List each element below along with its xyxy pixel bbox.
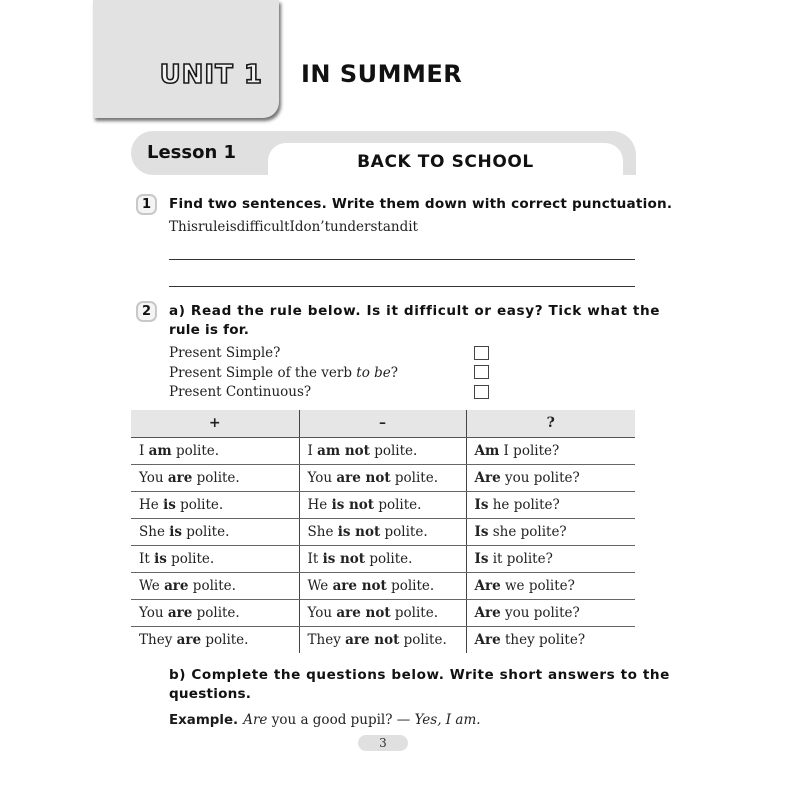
checkbox-present-simple-to-be[interactable] bbox=[474, 365, 489, 379]
cell-affirmative bbox=[131, 626, 299, 653]
cell-verb-bold: are bbox=[167, 469, 193, 486]
cell-text: polite. bbox=[201, 631, 249, 648]
table-row bbox=[131, 437, 635, 464]
unit-title: IN SUMMER bbox=[301, 60, 463, 88]
option-present-simple-to-be bbox=[169, 365, 398, 381]
cell-verb-bold: am bbox=[148, 442, 172, 459]
cell-text: polite. bbox=[192, 604, 240, 621]
cell-verb-bold: am not bbox=[317, 442, 370, 459]
header-question: ? bbox=[466, 410, 635, 437]
cell-question bbox=[466, 626, 635, 653]
cell-text: I bbox=[139, 442, 149, 459]
cell-verb-bold: are bbox=[176, 631, 202, 648]
cell-affirmative bbox=[131, 518, 299, 545]
cell-text: he polite? bbox=[488, 496, 560, 513]
exercise-2b-instruction-line2: questions. bbox=[169, 686, 252, 702]
cell-negative bbox=[299, 518, 466, 545]
cell-verb-bold: is not bbox=[337, 523, 381, 540]
cell-verb-bold: is not bbox=[331, 496, 375, 513]
cell-text: they polite? bbox=[500, 631, 586, 648]
exercise-2b-instruction-line1: b) Complete the questions below. Write short answers to the bbox=[169, 667, 670, 683]
cell-verb-bold: Is bbox=[474, 523, 489, 540]
cell-affirmative bbox=[131, 599, 299, 626]
cell-text: She bbox=[307, 523, 338, 540]
cell-verb-bold: is not bbox=[322, 550, 366, 567]
cell-text: polite. bbox=[369, 442, 418, 459]
cell-text: I polite? bbox=[499, 442, 560, 459]
cell-affirmative bbox=[131, 464, 299, 491]
example-label: Example. bbox=[169, 713, 239, 728]
cell-question bbox=[466, 437, 635, 464]
cell-text: you polite? bbox=[500, 469, 580, 486]
lesson-label: Lesson 1 bbox=[147, 142, 237, 163]
cell-verb-bold: Are bbox=[474, 631, 501, 648]
cell-text: we polite? bbox=[500, 577, 575, 594]
example-answer: Yes, I am. bbox=[414, 712, 481, 728]
cell-question bbox=[466, 464, 635, 491]
cell-verb-bold: Is bbox=[474, 496, 489, 513]
cell-text: It bbox=[139, 550, 155, 567]
cell-question bbox=[466, 518, 635, 545]
cell-verb-bold: Are bbox=[474, 604, 501, 621]
cell-verb-bold: Are bbox=[474, 577, 501, 594]
exercise-2a-instruction-line1: a) Read the rule below. Is it difficult or easy? Tick what the bbox=[169, 303, 661, 319]
cell-question bbox=[466, 491, 635, 518]
answer-line-1[interactable] bbox=[169, 259, 635, 260]
cell-negative bbox=[299, 491, 466, 518]
cell-text: He bbox=[139, 496, 164, 513]
lesson-title: BACK TO SCHOOL bbox=[357, 152, 534, 172]
cell-text: polite. bbox=[171, 442, 220, 459]
option-label: Present Continuous? bbox=[169, 384, 312, 400]
checkbox-present-simple[interactable] bbox=[474, 346, 489, 360]
cell-verb-bold: are not bbox=[336, 469, 391, 486]
cell-verb-bold: Is bbox=[474, 550, 489, 567]
page-number: 3 bbox=[358, 735, 408, 751]
option-label: Present Simple of the verb bbox=[169, 365, 357, 381]
cell-verb-bold: are bbox=[167, 604, 193, 621]
cell-text: polite. bbox=[374, 496, 422, 513]
option-present-simple bbox=[169, 345, 280, 361]
cell-text: He bbox=[307, 496, 332, 513]
cell-text: she polite? bbox=[488, 523, 567, 540]
table-row bbox=[131, 626, 635, 653]
example-italic-are: Are bbox=[243, 712, 268, 728]
table-row bbox=[131, 491, 635, 518]
table-row bbox=[131, 599, 635, 626]
example-question: you a good pupil? — bbox=[267, 712, 415, 728]
cell-text: They bbox=[139, 631, 177, 648]
cell-text: polite. bbox=[181, 523, 230, 540]
exercise-1-instruction: Find two sentences. Write them down with correct punctuation. bbox=[169, 196, 673, 212]
cell-verb-bold: is bbox=[154, 550, 167, 567]
cell-affirmative bbox=[131, 572, 299, 599]
cell-negative bbox=[299, 626, 466, 653]
cell-verb-bold: is bbox=[169, 523, 182, 540]
answer-line-2[interactable] bbox=[169, 286, 635, 287]
header-affirmative: + bbox=[131, 410, 299, 437]
cell-verb-bold: are not bbox=[345, 631, 400, 648]
cell-text: you polite? bbox=[500, 604, 580, 621]
exercise-2b-example bbox=[169, 709, 481, 728]
cell-verb-bold: are bbox=[164, 577, 189, 594]
cell-negative bbox=[299, 572, 466, 599]
cell-question bbox=[466, 572, 635, 599]
cell-text: We bbox=[307, 577, 333, 594]
option-present-continuous bbox=[169, 384, 311, 400]
cell-verb-bold: is bbox=[163, 496, 176, 513]
cell-question bbox=[466, 545, 635, 572]
cell-negative bbox=[299, 464, 466, 491]
exercise-1-number-badge: 1 bbox=[136, 194, 157, 215]
cell-text: polite. bbox=[188, 577, 236, 594]
cell-text: polite. bbox=[390, 604, 438, 621]
cell-verb-bold: are not bbox=[332, 577, 387, 594]
cell-text: You bbox=[139, 604, 168, 621]
cell-text: polite. bbox=[192, 469, 240, 486]
table-row bbox=[131, 572, 635, 599]
table-row bbox=[131, 518, 635, 545]
header-negative: – bbox=[299, 410, 466, 437]
cell-text: polite. bbox=[399, 631, 447, 648]
cell-text: polite. bbox=[380, 523, 428, 540]
cell-text: It bbox=[307, 550, 323, 567]
cell-text: They bbox=[307, 631, 346, 648]
cell-verb-bold: Am bbox=[474, 442, 500, 459]
table-header-row bbox=[131, 410, 635, 437]
unit-label: UNIT 1 bbox=[159, 60, 263, 90]
cell-negative bbox=[299, 545, 466, 572]
cell-affirmative bbox=[131, 491, 299, 518]
cell-question bbox=[466, 599, 635, 626]
cell-text: polite. bbox=[365, 550, 413, 567]
option-label-suffix: ? bbox=[390, 365, 399, 381]
table-row bbox=[131, 545, 635, 572]
cell-text: I bbox=[307, 442, 318, 459]
cell-affirmative bbox=[131, 545, 299, 572]
exercise-2-number-badge: 2 bbox=[136, 301, 157, 322]
cell-text: polite. bbox=[390, 469, 438, 486]
cell-text: You bbox=[139, 469, 168, 486]
cell-text: You bbox=[307, 469, 337, 486]
cell-text: polite. bbox=[386, 577, 435, 594]
cell-verb-bold: Are bbox=[474, 469, 501, 486]
cell-text: We bbox=[139, 577, 165, 594]
exercise-1-text: ThisruleisdifficultIdon’tunderstandit bbox=[169, 219, 418, 235]
cell-text: polite. bbox=[166, 550, 215, 567]
table-row bbox=[131, 464, 635, 491]
unit-header-box bbox=[93, 0, 279, 118]
cell-affirmative bbox=[131, 437, 299, 464]
cell-text: You bbox=[307, 604, 337, 621]
checkbox-present-continuous[interactable] bbox=[474, 385, 489, 399]
exercise-2a-instruction-line2: rule is for. bbox=[169, 322, 250, 338]
cell-negative bbox=[299, 437, 466, 464]
option-label-italic: to be bbox=[356, 365, 391, 381]
option-label: Present Simple? bbox=[169, 345, 281, 361]
cell-text: it polite? bbox=[488, 550, 553, 567]
grammar-table-to-be bbox=[131, 410, 635, 653]
cell-text: polite. bbox=[175, 496, 224, 513]
cell-text: She bbox=[139, 523, 170, 540]
cell-verb-bold: are not bbox=[336, 604, 391, 621]
cell-negative bbox=[299, 599, 466, 626]
